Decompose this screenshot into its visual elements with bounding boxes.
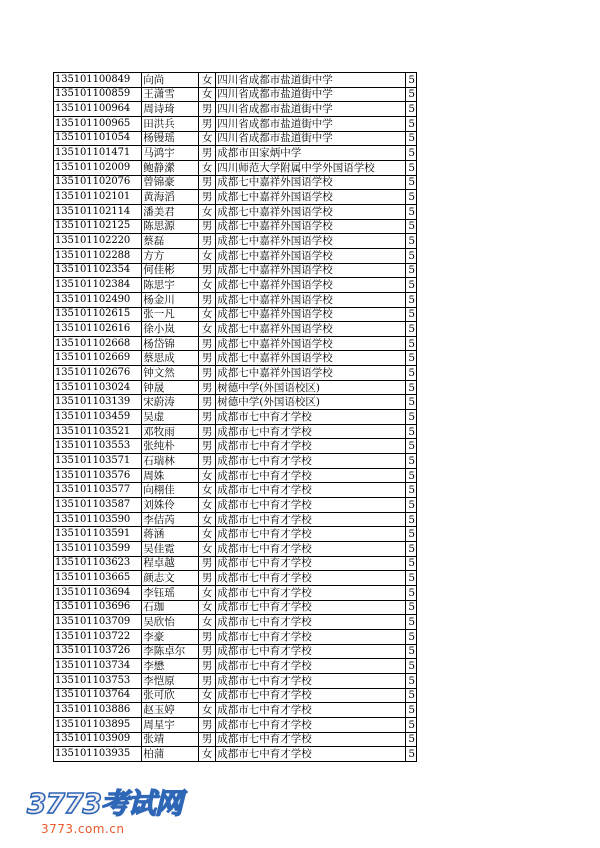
student-id-cell: 135101103709 — [54, 615, 142, 630]
score-cell: 5 — [405, 116, 416, 131]
score-cell: 5 — [405, 717, 416, 732]
student-id-cell: 135101103665 — [54, 571, 142, 586]
school-cell: 成都市七中育才学校 — [216, 732, 406, 747]
table-row — [54, 424, 417, 439]
student-name-cell: 钟文然 — [142, 366, 199, 381]
score-cell: 5 — [405, 585, 416, 600]
table-row — [54, 351, 417, 366]
student-name-cell: 杨岱锦 — [142, 336, 199, 351]
table-row — [54, 512, 417, 527]
score-cell: 5 — [405, 131, 416, 146]
gender-cell: 男 — [198, 366, 215, 381]
gender-cell: 男 — [198, 454, 215, 469]
score-cell: 5 — [405, 527, 416, 542]
gender-cell: 男 — [198, 219, 215, 234]
gender-cell: 男 — [198, 732, 215, 747]
gender-cell: 女 — [198, 322, 215, 337]
table-row — [54, 732, 417, 747]
school-cell: 成都市七中育才学校 — [216, 556, 406, 571]
student-name-cell: 田洪兵 — [142, 116, 199, 131]
gender-cell: 女 — [198, 600, 215, 615]
student-id-cell: 135101103909 — [54, 732, 142, 747]
school-cell: 成都市七中育才学校 — [216, 483, 406, 498]
student-name-cell: 潘美君 — [142, 204, 199, 219]
school-cell: 四川省成都市盐道街中学 — [216, 102, 406, 117]
table-row — [54, 322, 417, 337]
student-name-cell: 柏蒲 — [142, 747, 199, 762]
student-name-cell: 吴佳霓 — [142, 542, 199, 557]
gender-cell: 女 — [198, 688, 215, 703]
school-cell: 四川师范大学附属中学外国语学校 — [216, 160, 406, 175]
student-id-cell: 135101102669 — [54, 351, 142, 366]
student-name-cell: 李佶芮 — [142, 512, 199, 527]
score-cell: 5 — [405, 204, 416, 219]
table-row — [54, 160, 417, 175]
score-cell: 5 — [405, 615, 416, 630]
student-id-cell: 135101103623 — [54, 556, 142, 571]
school-cell: 成都市七中育才学校 — [216, 468, 406, 483]
student-name-cell: 鲍静瀠 — [142, 160, 199, 175]
table-row — [54, 615, 417, 630]
student-id-cell: 135101100849 — [54, 73, 142, 88]
school-cell: 四川省成都市盐道街中学 — [216, 87, 406, 102]
score-cell: 5 — [405, 263, 416, 278]
school-cell: 成都市七中育才学校 — [216, 571, 406, 586]
score-cell: 5 — [405, 234, 416, 249]
school-cell: 成都七中嘉祥外国语学校 — [216, 351, 406, 366]
student-name-cell: 黄海滔 — [142, 190, 199, 205]
table-row — [54, 116, 417, 131]
student-name-cell: 石瑞林 — [142, 454, 199, 469]
gender-cell: 男 — [198, 175, 215, 190]
student-name-cell: 宋蔚涛 — [142, 395, 199, 410]
student-name-cell: 陈思源 — [142, 219, 199, 234]
gender-cell: 女 — [198, 585, 215, 600]
score-cell: 5 — [405, 512, 416, 527]
student-name-cell: 杨镘瑶 — [142, 131, 199, 146]
table-row — [54, 190, 417, 205]
gender-cell: 男 — [198, 263, 215, 278]
student-name-cell: 徐小岚 — [142, 322, 199, 337]
student-id-cell: 135101102288 — [54, 248, 142, 263]
school-cell: 四川省成都市盐道街中学 — [216, 131, 406, 146]
student-name-cell: 何佳彬 — [142, 263, 199, 278]
student-name-cell: 王潇雪 — [142, 87, 199, 102]
gender-cell: 男 — [198, 146, 215, 161]
gender-cell: 女 — [198, 160, 215, 175]
school-cell: 成都市七中育才学校 — [216, 629, 406, 644]
score-cell: 5 — [405, 190, 416, 205]
school-cell: 成都七中嘉祥外国语学校 — [216, 190, 406, 205]
student-name-cell: 李豪 — [142, 629, 199, 644]
gender-cell: 女 — [198, 73, 215, 88]
student-id-cell: 135101103587 — [54, 498, 142, 513]
score-cell: 5 — [405, 556, 416, 571]
school-cell: 成都七中嘉祥外国语学校 — [216, 175, 406, 190]
student-name-cell: 张可欣 — [142, 688, 199, 703]
school-cell: 成都市田家炳中学 — [216, 146, 406, 161]
school-cell: 成都七中嘉祥外国语学校 — [216, 263, 406, 278]
score-cell: 5 — [405, 307, 416, 322]
student-name-cell: 向尚 — [142, 73, 199, 88]
score-cell: 5 — [405, 439, 416, 454]
table-row — [54, 644, 417, 659]
gender-cell: 男 — [198, 659, 215, 674]
score-cell: 5 — [405, 351, 416, 366]
gender-cell: 女 — [198, 747, 215, 762]
student-id-cell: 135101102615 — [54, 307, 142, 322]
student-id-cell: 135101103459 — [54, 410, 142, 425]
table-row — [54, 380, 417, 395]
student-name-cell: 赵玉婷 — [142, 703, 199, 718]
score-cell: 5 — [405, 600, 416, 615]
score-cell: 5 — [405, 87, 416, 102]
student-name-cell: 张靖 — [142, 732, 199, 747]
student-id-cell: 135101103696 — [54, 600, 142, 615]
score-cell: 5 — [405, 747, 416, 762]
table-row — [54, 263, 417, 278]
student-id-cell: 135101102616 — [54, 322, 142, 337]
site-logo-watermark — [27, 782, 187, 842]
school-cell: 成都七中嘉祥外国语学校 — [216, 336, 406, 351]
score-cell: 5 — [405, 571, 416, 586]
school-cell: 成都市七中育才学校 — [216, 585, 406, 600]
student-id-cell: 135101103024 — [54, 380, 142, 395]
school-cell: 成都市七中育才学校 — [216, 688, 406, 703]
table-row — [54, 131, 417, 146]
table-row — [54, 410, 417, 425]
score-cell: 5 — [405, 322, 416, 337]
table-row — [54, 468, 417, 483]
score-cell: 5 — [405, 175, 416, 190]
score-cell: 5 — [405, 659, 416, 674]
student-roster-table — [53, 72, 417, 762]
watermark-logo-text: 3773考试网 — [27, 787, 182, 820]
school-cell: 成都市七中育才学校 — [216, 747, 406, 762]
table-row — [54, 527, 417, 542]
student-name-cell: 蔡思成 — [142, 351, 199, 366]
student-id-cell: 135101100964 — [54, 102, 142, 117]
school-cell: 成都七中嘉祥外国语学校 — [216, 219, 406, 234]
gender-cell: 男 — [198, 234, 215, 249]
gender-cell: 女 — [198, 498, 215, 513]
table-row — [54, 278, 417, 293]
score-cell: 5 — [405, 424, 416, 439]
student-id-cell: 135101102676 — [54, 366, 142, 381]
student-id-cell: 135101103694 — [54, 585, 142, 600]
school-cell: 成都七中嘉祥外国语学校 — [216, 366, 406, 381]
table-row — [54, 146, 417, 161]
student-name-cell: 吴欣怡 — [142, 615, 199, 630]
student-id-cell: 135101103571 — [54, 454, 142, 469]
table-row — [54, 336, 417, 351]
student-name-cell: 程卓越 — [142, 556, 199, 571]
student-id-cell: 135101102114 — [54, 204, 142, 219]
gender-cell: 女 — [198, 204, 215, 219]
school-cell: 成都市七中育才学校 — [216, 659, 406, 674]
student-name-cell: 张一凡 — [142, 307, 199, 322]
score-cell: 5 — [405, 292, 416, 307]
student-id-cell: 135101102490 — [54, 292, 142, 307]
table-row — [54, 219, 417, 234]
school-cell: 成都七中嘉祥外国语学校 — [216, 204, 406, 219]
student-id-cell: 135101103722 — [54, 629, 142, 644]
school-cell: 成都市七中育才学校 — [216, 512, 406, 527]
gender-cell: 女 — [198, 542, 215, 557]
gender-cell: 男 — [198, 102, 215, 117]
student-id-cell: 135101102668 — [54, 336, 142, 351]
score-cell: 5 — [405, 380, 416, 395]
student-name-cell: 李恺原 — [142, 673, 199, 688]
student-id-cell: 135101102101 — [54, 190, 142, 205]
gender-cell: 男 — [198, 336, 215, 351]
table-row — [54, 673, 417, 688]
school-cell: 成都市七中育才学校 — [216, 410, 406, 425]
student-id-cell: 135101103935 — [54, 747, 142, 762]
student-id-cell: 135101103590 — [54, 512, 142, 527]
gender-cell: 女 — [198, 483, 215, 498]
student-id-cell: 135101103726 — [54, 644, 142, 659]
gender-cell: 男 — [198, 556, 215, 571]
gender-cell: 男 — [198, 410, 215, 425]
student-id-cell: 135101103576 — [54, 468, 142, 483]
gender-cell: 女 — [198, 512, 215, 527]
student-name-cell: 吴虚 — [142, 410, 199, 425]
gender-cell: 女 — [198, 87, 215, 102]
school-cell: 成都市七中育才学校 — [216, 615, 406, 630]
student-name-cell: 曾锦豪 — [142, 175, 199, 190]
student-name-cell: 邓牧雨 — [142, 424, 199, 439]
student-id-cell: 135101100859 — [54, 87, 142, 102]
student-name-cell: 周姝 — [142, 468, 199, 483]
student-name-cell: 周诗琦 — [142, 102, 199, 117]
student-id-cell: 135101103591 — [54, 527, 142, 542]
student-id-cell: 135101101471 — [54, 146, 142, 161]
gender-cell: 男 — [198, 717, 215, 732]
score-cell: 5 — [405, 160, 416, 175]
gender-cell: 男 — [198, 644, 215, 659]
table-row — [54, 366, 417, 381]
gender-cell: 女 — [198, 307, 215, 322]
student-name-cell: 蔡磊 — [142, 234, 199, 249]
school-cell: 树德中学(外国语校区) — [216, 395, 406, 410]
student-id-cell: 135101103553 — [54, 439, 142, 454]
school-cell: 四川省成都市盐道街中学 — [216, 116, 406, 131]
gender-cell: 男 — [198, 380, 215, 395]
watermark-url-text: 3773.com.cn — [41, 822, 125, 836]
roster-body — [54, 73, 417, 762]
score-cell: 5 — [405, 629, 416, 644]
score-cell: 5 — [405, 483, 416, 498]
school-cell: 成都七中嘉祥外国语学校 — [216, 248, 406, 263]
student-id-cell: 135101101054 — [54, 131, 142, 146]
table-row — [54, 248, 417, 263]
table-row — [54, 454, 417, 469]
student-name-cell: 颜志文 — [142, 571, 199, 586]
table-row — [54, 395, 417, 410]
student-id-cell: 135101102354 — [54, 263, 142, 278]
gender-cell: 男 — [198, 424, 215, 439]
gender-cell: 男 — [198, 395, 215, 410]
score-cell: 5 — [405, 542, 416, 557]
student-id-cell: 135101102125 — [54, 219, 142, 234]
score-cell: 5 — [405, 732, 416, 747]
table-row — [54, 542, 417, 557]
student-name-cell: 李钰瑶 — [142, 585, 199, 600]
student-name-cell: 张纯朴 — [142, 439, 199, 454]
score-cell: 5 — [405, 102, 416, 117]
score-cell: 5 — [405, 366, 416, 381]
table-row — [54, 307, 417, 322]
table-row — [54, 175, 417, 190]
student-id-cell: 135101103521 — [54, 424, 142, 439]
table-row — [54, 73, 417, 88]
gender-cell: 女 — [198, 468, 215, 483]
table-row — [54, 498, 417, 513]
gender-cell: 男 — [198, 673, 215, 688]
student-name-cell: 向栩佳 — [142, 483, 199, 498]
school-cell: 成都七中嘉祥外国语学校 — [216, 292, 406, 307]
table-row — [54, 585, 417, 600]
student-name-cell: 方方 — [142, 248, 199, 263]
table-row — [54, 292, 417, 307]
school-cell: 成都七中嘉祥外国语学校 — [216, 278, 406, 293]
student-name-cell: 蒋涵 — [142, 527, 199, 542]
school-cell: 成都市七中育才学校 — [216, 644, 406, 659]
student-id-cell: 135101103734 — [54, 659, 142, 674]
table-row — [54, 703, 417, 718]
student-id-cell: 135101102076 — [54, 175, 142, 190]
gender-cell: 男 — [198, 292, 215, 307]
school-cell: 成都市七中育才学校 — [216, 673, 406, 688]
school-cell: 树德中学(外国语校区) — [216, 380, 406, 395]
student-id-cell: 135101103886 — [54, 703, 142, 718]
student-name-cell: 李懋 — [142, 659, 199, 674]
score-cell: 5 — [405, 688, 416, 703]
table-row — [54, 629, 417, 644]
score-cell: 5 — [405, 644, 416, 659]
table-row — [54, 204, 417, 219]
score-cell: 5 — [405, 248, 416, 263]
school-cell: 四川省成都市盐道街中学 — [216, 73, 406, 88]
school-cell: 成都市七中育才学校 — [216, 542, 406, 557]
student-id-cell: 135101103599 — [54, 542, 142, 557]
score-cell: 5 — [405, 278, 416, 293]
student-id-cell: 135101102220 — [54, 234, 142, 249]
gender-cell: 女 — [198, 703, 215, 718]
school-cell: 成都市七中育才学校 — [216, 600, 406, 615]
gender-cell: 女 — [198, 615, 215, 630]
score-cell: 5 — [405, 498, 416, 513]
score-cell: 5 — [405, 410, 416, 425]
student-id-cell: 135101103577 — [54, 483, 142, 498]
school-cell: 成都七中嘉祥外国语学校 — [216, 307, 406, 322]
student-id-cell: 135101102384 — [54, 278, 142, 293]
score-cell: 5 — [405, 468, 416, 483]
school-cell: 成都市七中育才学校 — [216, 527, 406, 542]
student-id-cell: 135101103139 — [54, 395, 142, 410]
student-name-cell: 陈思宇 — [142, 278, 199, 293]
student-name-cell: 杨金川 — [142, 292, 199, 307]
school-cell: 成都市七中育才学校 — [216, 717, 406, 732]
table-row — [54, 571, 417, 586]
gender-cell: 女 — [198, 278, 215, 293]
student-name-cell: 刘姝伶 — [142, 498, 199, 513]
student-name-cell: 李陈卓尔 — [142, 644, 199, 659]
school-cell: 成都七中嘉祥外国语学校 — [216, 234, 406, 249]
score-cell: 5 — [405, 454, 416, 469]
student-name-cell: 石珈 — [142, 600, 199, 615]
table-row — [54, 747, 417, 762]
score-cell: 5 — [405, 703, 416, 718]
school-cell: 成都市七中育才学校 — [216, 424, 406, 439]
gender-cell: 女 — [198, 527, 215, 542]
student-name-cell: 周星宇 — [142, 717, 199, 732]
table-row — [54, 659, 417, 674]
table-row — [54, 102, 417, 117]
table-row — [54, 439, 417, 454]
table-row — [54, 483, 417, 498]
score-cell: 5 — [405, 146, 416, 161]
score-cell: 5 — [405, 73, 416, 88]
score-cell: 5 — [405, 219, 416, 234]
gender-cell: 男 — [198, 629, 215, 644]
student-id-cell: 135101102009 — [54, 160, 142, 175]
score-cell: 5 — [405, 336, 416, 351]
student-id-cell: 135101103895 — [54, 717, 142, 732]
score-cell: 5 — [405, 673, 416, 688]
gender-cell: 女 — [198, 131, 215, 146]
student-name-cell: 马鸿宇 — [142, 146, 199, 161]
table-row — [54, 87, 417, 102]
school-cell: 成都市七中育才学校 — [216, 454, 406, 469]
student-name-cell: 钟晟 — [142, 380, 199, 395]
gender-cell: 男 — [198, 116, 215, 131]
table-row — [54, 556, 417, 571]
student-id-cell: 135101103764 — [54, 688, 142, 703]
table-row — [54, 234, 417, 249]
school-cell: 成都市七中育才学校 — [216, 703, 406, 718]
gender-cell: 男 — [198, 439, 215, 454]
school-cell: 成都市七中育才学校 — [216, 439, 406, 454]
school-cell: 成都市七中育才学校 — [216, 498, 406, 513]
table-row — [54, 688, 417, 703]
gender-cell: 男 — [198, 571, 215, 586]
gender-cell: 女 — [198, 248, 215, 263]
table-row — [54, 600, 417, 615]
student-id-cell: 135101103753 — [54, 673, 142, 688]
school-cell: 成都七中嘉祥外国语学校 — [216, 322, 406, 337]
gender-cell: 男 — [198, 351, 215, 366]
gender-cell: 男 — [198, 190, 215, 205]
student-id-cell: 135101100965 — [54, 116, 142, 131]
table-row — [54, 717, 417, 732]
score-cell: 5 — [405, 395, 416, 410]
